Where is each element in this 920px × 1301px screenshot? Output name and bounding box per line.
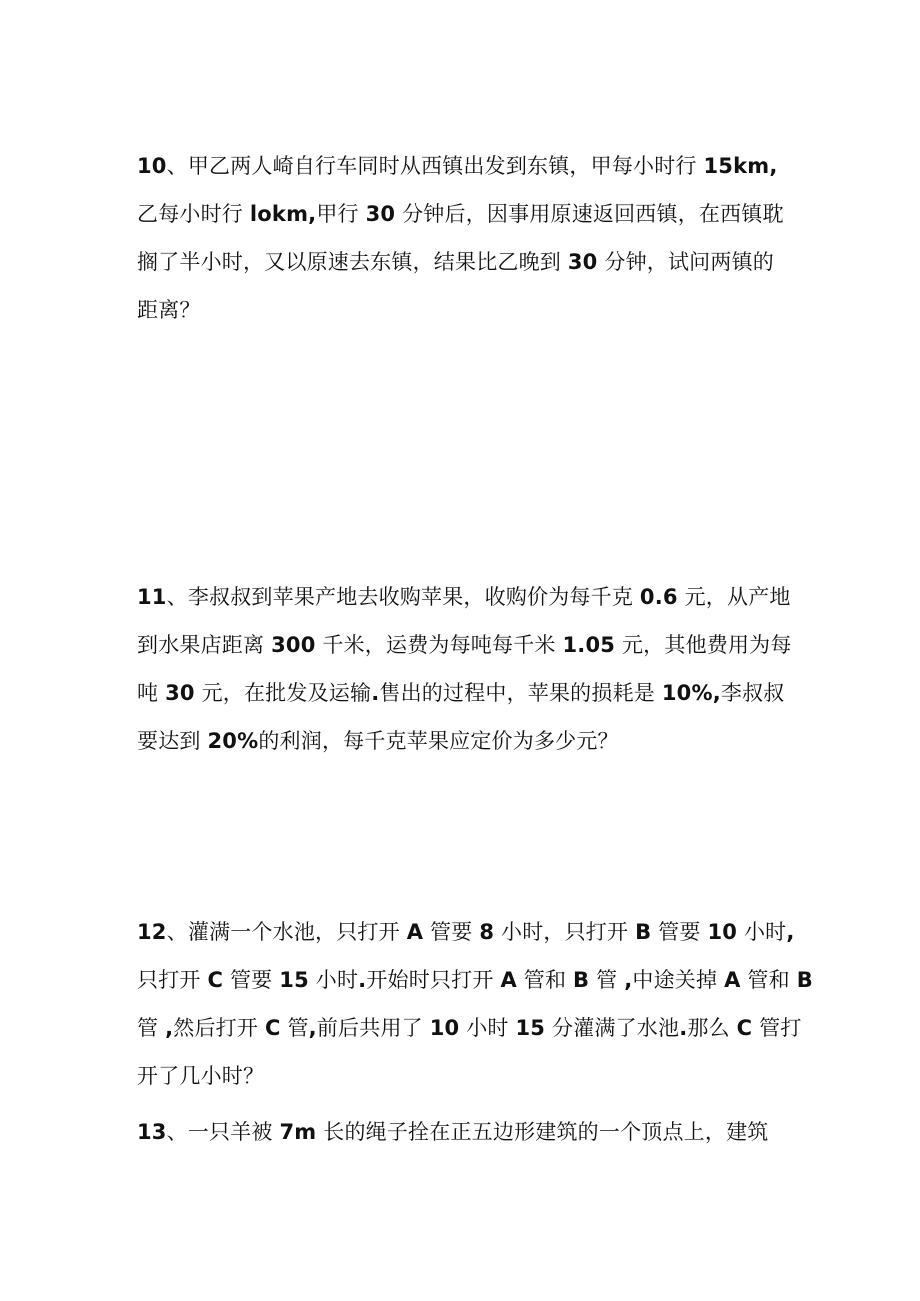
problem-10-line-1: 10、甲乙两人崎自行车同时从西镇出发到东镇，甲每小时行 15km, [137, 154, 778, 178]
problem-12-line-3: 管 ,然后打开 C 管,前后共用了 10 小时 15 分灌满了水池.那么 C 管打 [137, 1016, 802, 1040]
problem-10-line-3: 搁了半小时，又以原速去东镇，结果比乙晚到 30 分钟，试问两镇的 [137, 250, 774, 274]
problem-10-line-4: 距离？ [137, 298, 201, 322]
problem-10 [137, 142, 797, 334]
problem-13 [137, 1108, 797, 1156]
problem-11-line-4: 要达到 20%的利润，每千克苹果应定价为多少元？ [137, 729, 619, 753]
problem-11-line-3: 吨 30 元，在批发及运输.售出的过程中，苹果的损耗是 10%,李叔叔 [137, 681, 785, 705]
problem-11 [137, 573, 797, 765]
problem-11-line-1: 11、李叔叔到苹果产地去收购苹果，收购价为每千克 0.6 元，从产地 [137, 585, 791, 609]
problem-11-line-2: 到水果店距离 300 千米，运费为每吨每千米 1.05 元，其他费用为每 [137, 633, 792, 657]
problem-10-line-2: 乙每小时行 lokm,甲行 30 分钟后，因事用原速返回西镇，在西镇耽 [137, 202, 784, 226]
problem-12-line-4: 开了几小时？ [137, 1064, 265, 1088]
problem-12-line-1: 12、灌满一个水池，只打开 A 管要 8 小时，只打开 B 管要 10 小时, [137, 920, 795, 944]
problem-12-line-2: 只打开 C 管要 15 小时.开始时只打开 A 管和 B 管 ,中途关掉 A 管和 B [137, 968, 813, 992]
problem-12 [137, 908, 813, 1100]
problem-13-line-1: 13、一只羊被 7m 长的绳子拴在正五边形建筑的一个顶点上，建筑 [137, 1120, 769, 1144]
